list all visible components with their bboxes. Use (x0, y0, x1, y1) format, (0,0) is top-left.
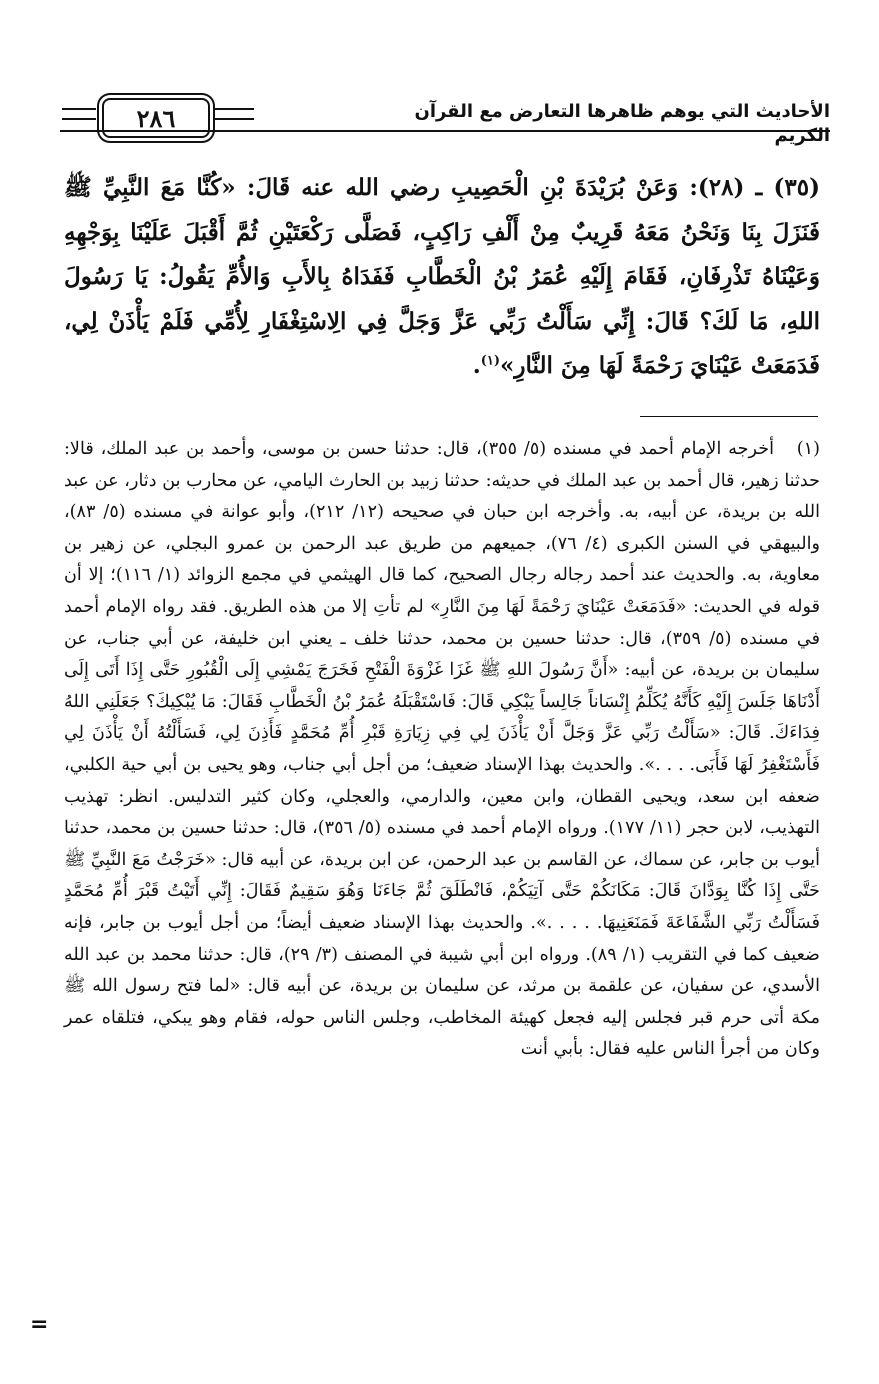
page-number-box (102, 98, 210, 138)
running-header (60, 96, 830, 146)
header-rule (60, 130, 830, 132)
header-double-rule-left (62, 108, 96, 120)
footnote-number: (١) (796, 439, 820, 459)
footnote-separator (640, 416, 818, 417)
hadith-body: (٣٥) ـ (٢٨): وَعَنْ بُرَيْدَةَ بْنِ الْحَصِيبِ رضي الله عنه قَالَ: «كُنَّا مَعَ النَّبِيِّ ﷺ فَنَزَلَ بِنَا وَنَحْنُ مَعَهُ قَرِيبٌ مِنْ أَلْفِ رَاكِبٍ، فَصَلَّى رَكْعَتَيْنِ ثُمَّ أَقْبَلَ عَلَيْنَا بِوَجْهِهِ وَعَيْنَاهُ تَذْرِفَانِ، فَقَامَ إِلَيْهِ عُمَرُ بْنُ الْخَطَّابِ فَفَدَاهُ بِالأَبِ وَالأُمِّ يَقُولُ: يَا رَسُولَ اللهِ، مَا لَكَ؟ قَالَ: إِنِّي سَأَلْتُ رَبِّي عَزَّ وَجَلَّ فِي الِاسْتِغْفَارِ لِأُمِّي فَلَمْ يَأْذَنْ لِي، فَدَمَعَتْ عَيْنَايَ رَحْمَةً لَهَا مِنَ النَّارِ» (64, 174, 820, 379)
footnote-ref: (١) (480, 353, 501, 369)
header-double-rule-right (214, 108, 254, 120)
footnote-text: أخرجه الإمام أحمد في مسنده (٥/ ٣٥٥)، قال: حدثنا حسن بن موسى، وأحمد بن عبد الملك، قالا: حدثنا زهير، قال أحمد بن عبد الملك في حديثه: حدثنا زبيد بن الحارث اليامي، عن محارب بن دثار، عن عبد الله بن بريدة، عن أبيه، به. وأخرجه ابن حبان في صحيحه (١٢/ ٢١٢)، وأبو عوانة في مسنده (٥/ ٨٣)، والبيهقي في السنن الكبرى (٤/ ٧٦)، جميعهم من طريق عبد الرحمن بن عمرو البجلي، عن زهير بن معاوية، به. والحديث عند أحمد رجاله رجال الصحيح، كما قال الهيثمي في مجمع الزوائد (١/ ١١٦)؛ إلا أن قوله في الحديث: «فَدَمَعَتْ عَيْنَايَ رَحْمَةً لَهَا مِنَ النَّارِ» لم تأتِ إلا من هذه الطريق. فقد رواه الإمام أحمد في مسنده (٥/ ٣٥٩)، قال: حدثنا حسين بن محمد، حدثنا خلف ـ يعني ابن خليفة، عن أبي جناب، عن سليمان بن بريدة، عن أبيه: «أَنَّ رَسُولَ اللهِ ﷺ غَزَا غَزْوَةَ الْفَتْحِ فَخَرَجَ يَمْشِي إِلَى الْقُبُورِ حَتَّى إِذَا أَتَى إِلَى أَدْنَاهَا جَلَسَ إِلَيْهِ كَأَنَّهُ يُكَلِّمُ إِنْسَاناً جَالِساً يَبْكِي قَالَ: فَاسْتَقْبَلَهُ عُمَرُ بْنُ الْخَطَّابِ فَقَالَ: مَا يُبْكِيكَ؟ جَعَلَنِي اللهُ فِدَاءَكَ. قَالَ: «سَأَلْتُ رَبِّي عَزَّ وَجَلَّ أَنْ يَأْذَنَ لِي فِي زِيَارَةِ قَبْرِ أُمِّ مُحَمَّدٍ فَأَذِنَ لِي، فَسَأَلْتُهُ أَنْ يَأْذَنَ لِي فَأَسْتَغْفِرُ لَهَا فَأَبَى. . . .». والحديث بهذا الإسناد ضعيف؛ من أجل أبي جناب، وهو يحيى بن أبي حية الكلبي، ضعفه ابن سعد، ويحيى القطان، وابن معين، والدارمي، والعجلي، وكان كثير التدليس. انظر: تهذيب التهذيب، لابن حجر (١١/ ١٧٧). ورواه الإمام أحمد في مسنده (٥/ ٣٥٦)، قال: حدثنا حسين بن محمد، حدثنا أيوب بن جابر، عن سماك، عن القاسم بن عبد الرحمن، عن ابن بريدة، عن أبيه قال: «خَرَجْتُ مَعَ النَّبِيِّ ﷺ حَتَّى إِذَا كُنَّا بِوَدَّانَ قَالَ: مَكَانَكُمْ حَتَّى آتِيَكُمْ، فَانْطَلَقَ ثُمَّ جَاءَنَا وَهُوَ سَقِيمٌ فَقَالَ: إِنِّي أَتَيْتُ قَبْرَ أُمِّ مُحَمَّدٍ فَسَأَلْتُ رَبِّي الشَّفَاعَةَ فَمَنَعَنِيهَا. . . . .». والحديث بهذا الإسناد ضعيف أيضاً؛ من أجل أيوب بن جابر، فإنه ضعيف كما في التقريب (١/ ٨٩). ورواه ابن أبي شيبة في المصنف (٣/ ٢٩)، قال: حدثنا محمد بن عبد الله الأسدي، عن سفيان، عن علقمة بن مرثد، عن سليمان بن بريدة، عن أبيه قال: «لما فتح رسول الله ﷺ مكة أتى حرم قبر فجلس إليه فجعل كهيئة المخاطب، وجلس الناس حوله، فقام وهو يبكي، فتلقاه عمر وكان من أجرأ الناس عليه فقال: بأبي أنت (64, 439, 820, 1060)
hadith-end-dot: . (472, 352, 481, 379)
hadith-text (64, 166, 820, 389)
page-number: ٢٨٦ (136, 103, 176, 133)
continuation-mark: = (30, 1312, 49, 1337)
book-title: الأحاديث التي يوهم ظاهرها التعارض مع القرآن الكريم (414, 101, 830, 146)
